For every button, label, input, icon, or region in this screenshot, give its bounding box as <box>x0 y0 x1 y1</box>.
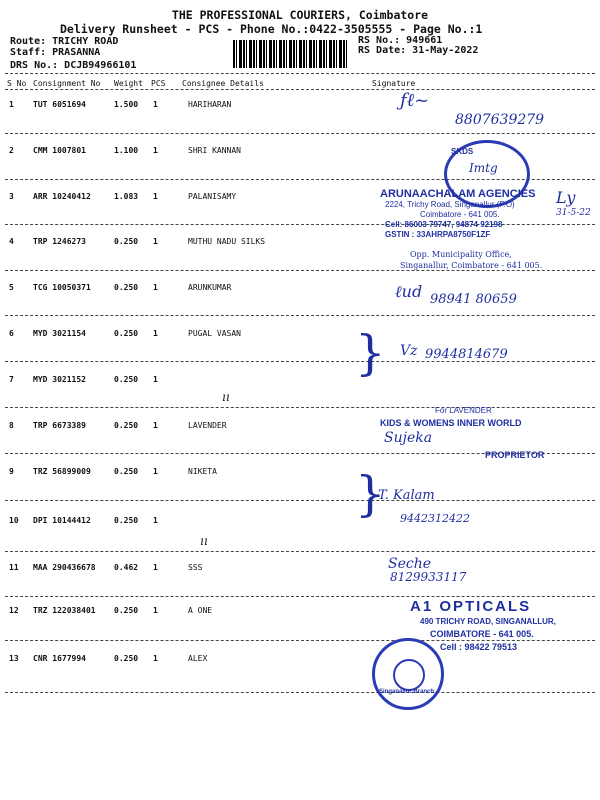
muthu-stamp-address1: Opp. Municipality Office, <box>410 250 512 259</box>
row-5-rule <box>5 315 595 316</box>
aone-stamp-cell: Cell : 98422 79513 <box>440 642 518 652</box>
company-title: THE PROFESSIONAL COURIERS, Coimbatore <box>171 8 429 22</box>
row-11-rule <box>5 596 595 597</box>
row-4-sno: 4 <box>9 237 14 246</box>
row-4-weight: 0.250 <box>114 237 139 246</box>
col-signature: Signature <box>372 79 416 88</box>
row-13-consignee: ALEX <box>188 654 208 663</box>
row-1-consignment: TUT 6051694 <box>33 100 86 109</box>
row-2-sno: 2 <box>9 146 14 155</box>
row-13-sno: 13 <box>9 654 19 663</box>
route-label: Route: TRICHY ROAD <box>10 36 119 47</box>
row-12-rule <box>5 640 595 641</box>
row-10-rule <box>5 551 595 552</box>
barcode-image <box>233 40 348 68</box>
row-9-weight: 0.250 <box>114 467 139 476</box>
row-7-pcs: 1 <box>153 375 158 384</box>
row-3-sno: 3 <box>9 192 14 201</box>
row-12-weight: 0.250 <box>114 606 139 615</box>
row-9-rule <box>5 500 595 501</box>
row-4-consignee: MUTHU NADU SILKS <box>188 237 266 246</box>
row-1-consignee: HARIHARAN <box>188 100 232 109</box>
row-7-mark: ıı <box>222 390 230 404</box>
row-5-consignee: ARUNKUMAR <box>188 283 232 292</box>
row-10-sno: 10 <box>9 516 19 525</box>
row-8-pcs: 1 <box>153 421 158 430</box>
row-13-consignment: CNR 1677994 <box>33 654 86 663</box>
row-9-consignee: NIKETA <box>188 467 217 476</box>
row-11-weight: 0.462 <box>114 563 139 572</box>
arunachalam-stamp-address1: 2224, Trichy Road, Singanallur (P.O) <box>385 200 515 209</box>
row-3-rule <box>5 224 595 225</box>
row-10-weight: 0.250 <box>114 516 139 525</box>
row-11-consignment: MAA 290436678 <box>33 563 96 572</box>
signature-row-11: Seche <box>388 556 432 572</box>
arunachalam-stamp-name: ARUNAACHALAM AGENCIES <box>380 188 536 200</box>
signature-row-3: Ly <box>556 188 576 207</box>
branch-round-seal <box>372 638 444 710</box>
row-1-pcs: 1 <box>153 100 158 109</box>
row-7-rule <box>5 407 595 408</box>
aone-stamp-address1: 490 TRICHY ROAD, SINGANALLUR, <box>420 617 556 626</box>
handwritten-phone-4: 9442312422 <box>400 512 470 525</box>
row-12-consignment: TRZ 122038401 <box>33 606 96 615</box>
handwritten-phone-3: 9944814679 <box>425 347 508 362</box>
col-consignment: Consignment No <box>33 79 101 88</box>
row-11-sno: 11 <box>9 563 19 572</box>
row-6-pcs: 1 <box>153 329 158 338</box>
row-7-consignment: MYD 3021152 <box>33 375 86 384</box>
row-12-sno: 12 <box>9 606 19 615</box>
row-4-pcs: 1 <box>153 237 158 246</box>
col-weight: Weight <box>114 79 143 88</box>
bracket-mark-rows-9-10: } <box>355 466 386 522</box>
signature-row-6: Vz <box>400 343 418 359</box>
row-1-weight: 1.500 <box>114 100 139 109</box>
row-2-weight: 1.100 <box>114 146 139 155</box>
lavender-stamp-name: For LAVENDER <box>435 406 492 415</box>
row-8-consignment: TRP 6673389 <box>33 421 86 430</box>
row-1-sno: 1 <box>9 100 14 109</box>
row-6-consignment: MYD 3021154 <box>33 329 86 338</box>
row-6-weight: 0.250 <box>114 329 139 338</box>
row-2-pcs: 1 <box>153 146 158 155</box>
handwritten-date-row-3: 31-5-22 <box>556 208 591 218</box>
row-9-consignment: TRZ 56899009 <box>33 467 91 476</box>
row-6-consignee: PUGAL VASAN <box>188 329 241 338</box>
runsheet-subtitle: Delivery Runsheet - PCS - Phone No.:0422-3505555 - Page No.:1 <box>60 22 483 36</box>
header-top-rule <box>5 73 595 74</box>
row-11-pcs: 1 <box>153 563 158 572</box>
row-12-consignee: A ONE <box>188 606 213 615</box>
drs-number: DRS No.: DCJB94966101 <box>10 60 137 71</box>
signature-row-5: ℓud <box>395 282 423 301</box>
row-4-consignment: TRP 1246273 <box>33 237 86 246</box>
handwritten-signature-row-9: T. Kalam <box>378 488 435 503</box>
row-5-consignment: TCG 10050371 <box>33 283 91 292</box>
row-12-pcs: 1 <box>153 606 158 615</box>
row-4-rule <box>5 270 595 271</box>
col-pcs: PCS <box>151 79 166 88</box>
arunachalam-stamp-address2: Coimbatore - 641 005. <box>420 210 500 219</box>
muthu-stamp-address2: Singanallur, Coimbatore - 641 005. <box>400 261 543 270</box>
row-13-rule <box>5 692 595 693</box>
staff-label: Staff: PRASANNA <box>10 47 101 58</box>
arunachalam-stamp-gstin: GSTIN : 33AHRPA8750F1ZF <box>385 230 491 239</box>
row-10-consignment: DPI 10144412 <box>33 516 91 525</box>
row-8-sno: 8 <box>9 421 14 430</box>
row-3-consignee: PALANISAMY <box>188 192 237 201</box>
row-10-mark: ıı <box>200 534 208 548</box>
seal-inner-ring <box>393 659 425 691</box>
row-13-weight: 0.250 <box>114 654 139 663</box>
row-5-pcs: 1 <box>153 283 158 292</box>
handwritten-signature-row-8: Sujeka <box>384 430 433 446</box>
row-3-pcs: 1 <box>153 192 158 201</box>
row-9-pcs: 1 <box>153 467 158 476</box>
row-2-consignment: CMM 1007801 <box>33 146 86 155</box>
row-5-sno: 5 <box>9 283 14 292</box>
rs-number: RS No.: 949661 <box>358 35 443 46</box>
handwritten-phone-5: 8129933117 <box>390 570 467 584</box>
rs-date: RS Date: 31-May-2022 <box>358 45 479 56</box>
col-sno: S No <box>7 79 27 88</box>
row-13-pcs: 1 <box>153 654 158 663</box>
row-5-weight: 0.250 <box>114 283 139 292</box>
seal-top-text: SKDS <box>451 147 474 156</box>
seal-bottom-text: Singanallur Branch <box>379 689 435 695</box>
row-3-consignment: ARR 10240412 <box>33 192 91 201</box>
header-bottom-rule <box>5 89 595 90</box>
row-7-weight: 0.250 <box>114 375 139 384</box>
row-9-sno: 9 <box>9 467 14 476</box>
row-11-consignee: SSS <box>188 563 203 572</box>
row-10-pcs: 1 <box>153 516 158 525</box>
aone-stamp-name: A1 OPTICALS <box>410 598 532 615</box>
col-consignee: Consignee Details <box>182 79 264 88</box>
row-8-consignee: LAVENDER <box>188 421 227 430</box>
lavender-stamp-role: PROPRIETOR <box>485 450 545 460</box>
row-1-rule <box>5 133 595 134</box>
seal-signature: Imtg <box>469 161 498 175</box>
handwritten-phone-2: 98941 80659 <box>430 292 517 307</box>
lavender-stamp-line: KIDS & WOMENS INNER WORLD <box>380 418 522 428</box>
handwritten-phone-1: 8807639279 <box>455 112 545 128</box>
bracket-mark-rows-6-7: } <box>355 325 386 381</box>
arunachalam-stamp-cell: Cell: 86003 79747, 94874 92198 <box>385 220 503 229</box>
aone-stamp-address2: COIMBATORE - 641 005. <box>430 629 534 639</box>
row-2-consignee: SHRI KANNAN <box>188 146 241 155</box>
row-6-sno: 6 <box>9 329 14 338</box>
row-3-weight: 1.083 <box>114 192 139 201</box>
row-8-weight: 0.250 <box>114 421 139 430</box>
row-7-sno: 7 <box>9 375 14 384</box>
signature-row-1: ƒℓ~ <box>400 90 430 111</box>
